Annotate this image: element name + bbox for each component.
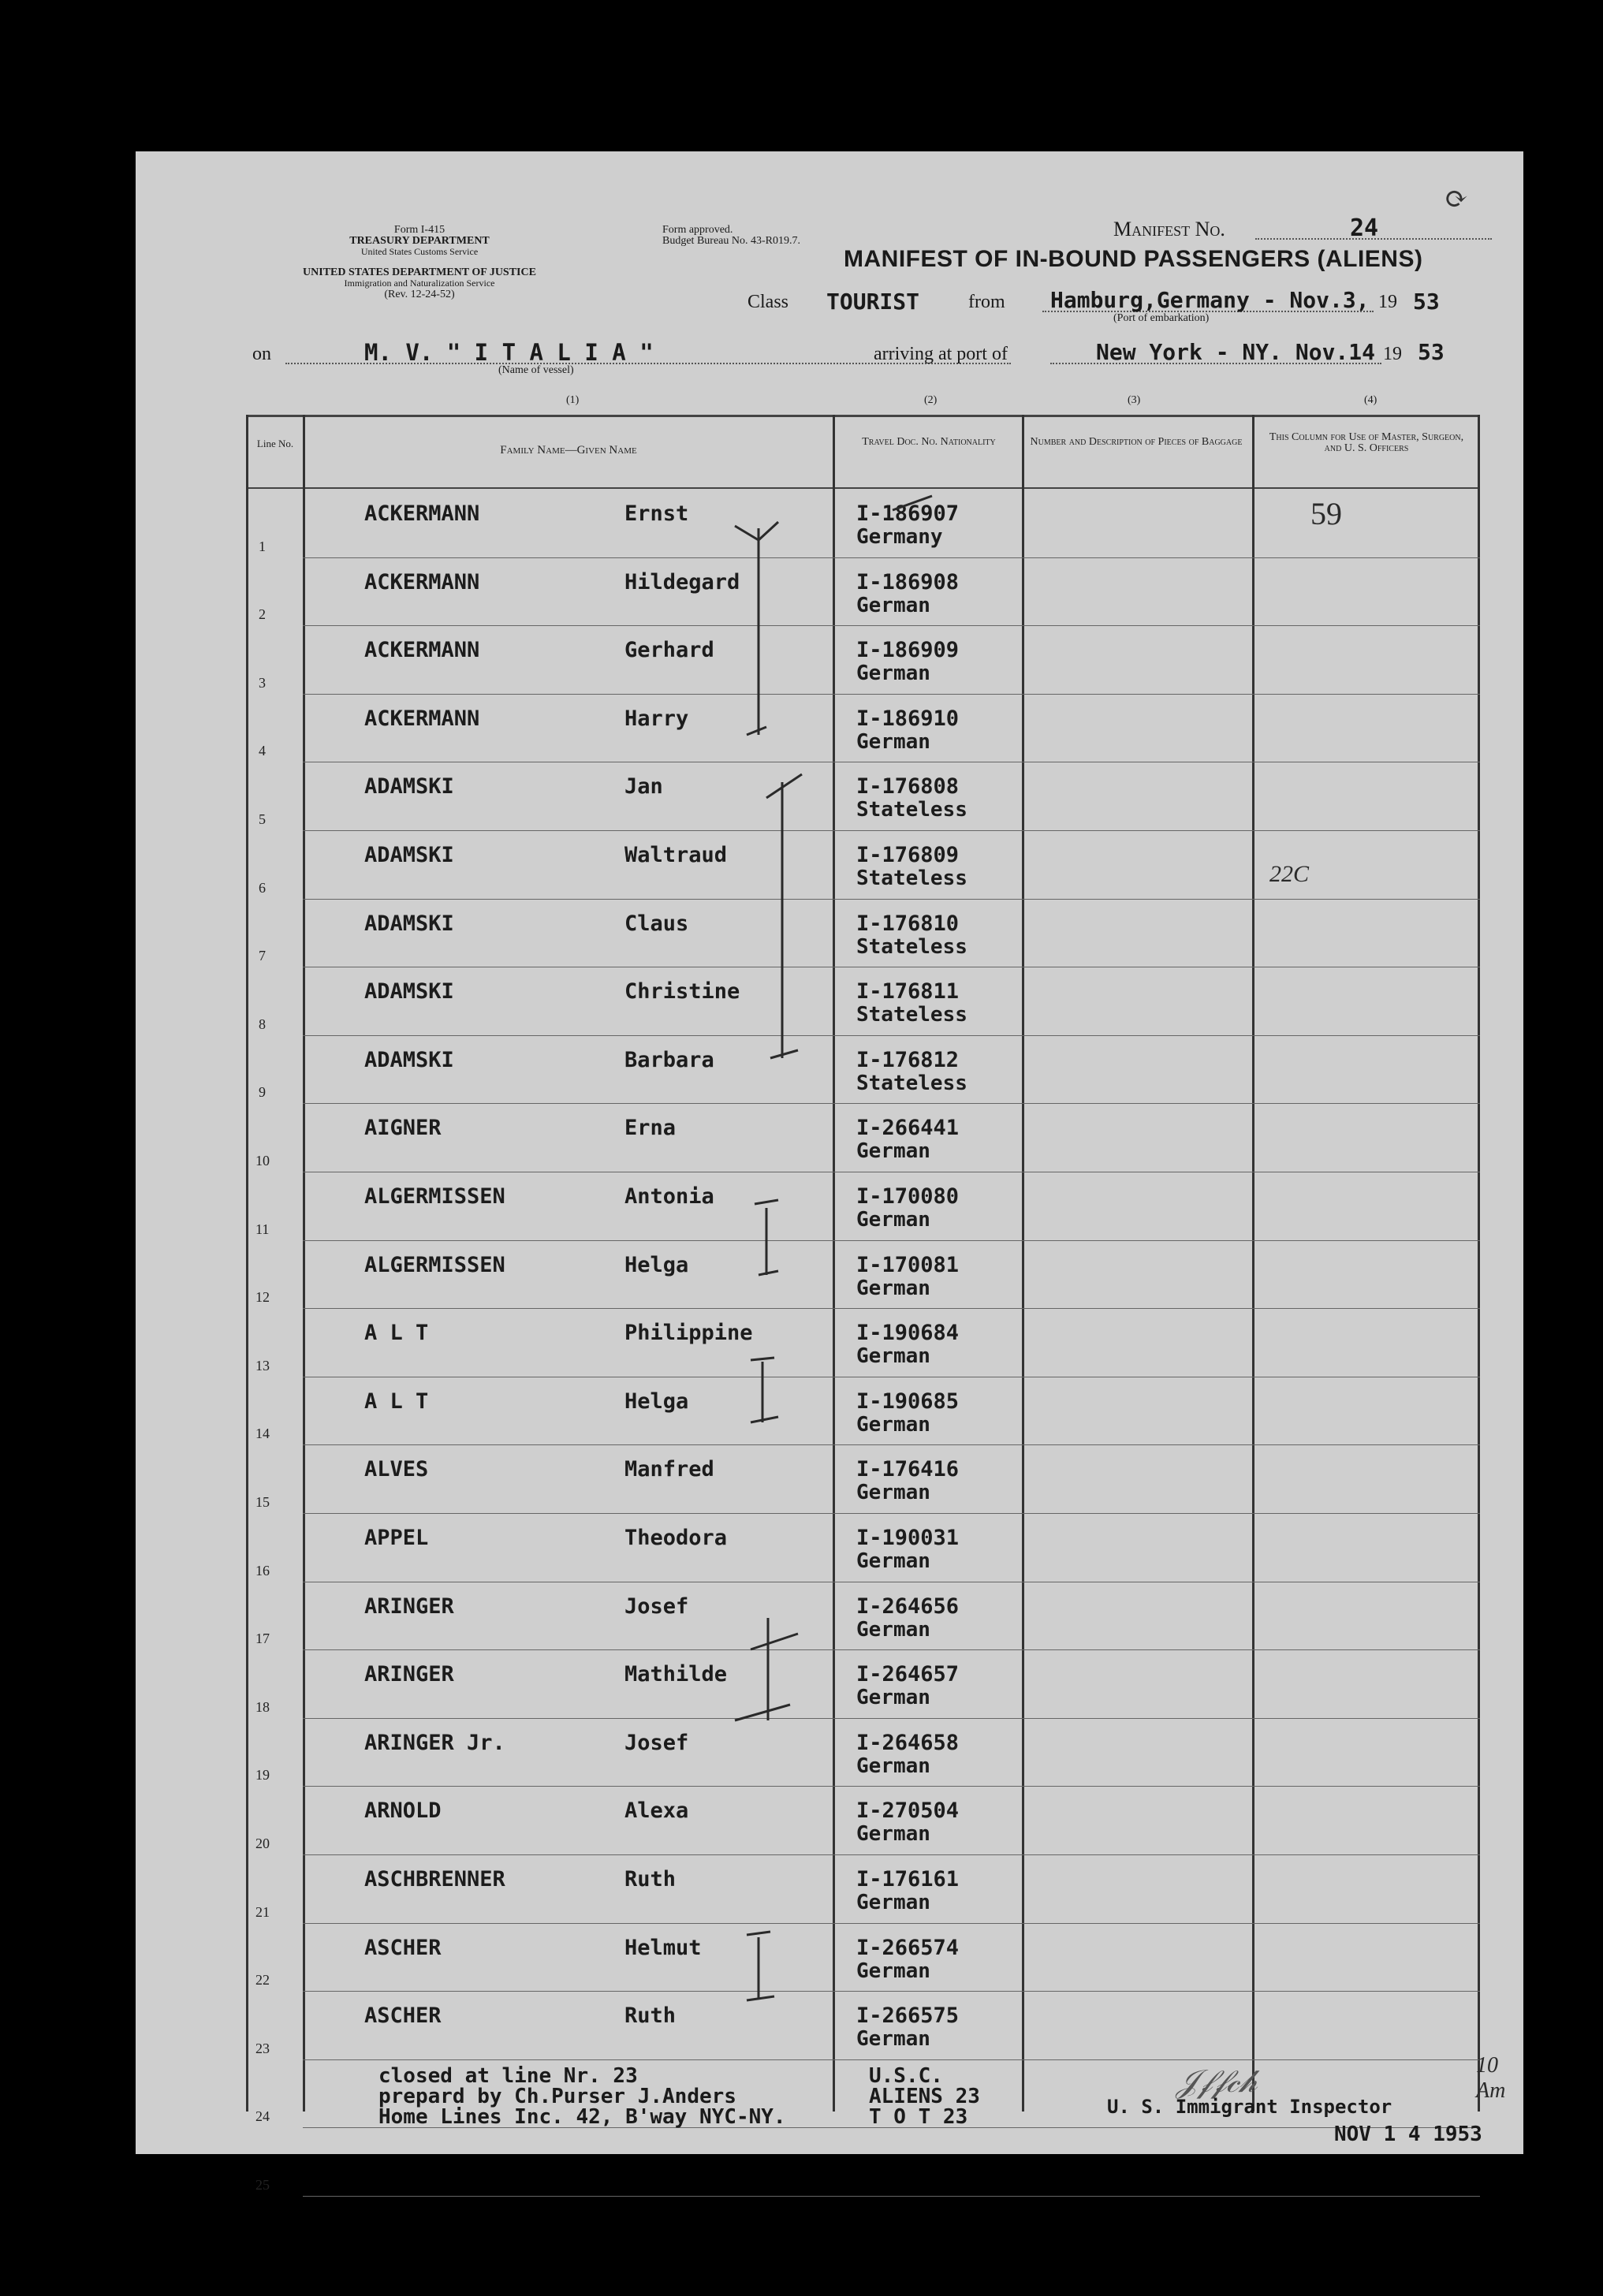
justice-dept: UNITED STATES DEPARTMENT OF JUSTICE <box>303 266 536 278</box>
row-family-name: ALGERMISSEN <box>364 1252 505 1277</box>
date-stamp: NOV 1 4 1953 <box>1334 2123 1482 2146</box>
closing-summary-3: T O T 23 <box>869 2105 968 2129</box>
manifest-number: 24 <box>1350 214 1379 242</box>
row-given-name: Alexa <box>624 1798 689 1824</box>
row-travel-doc: I-176812 <box>856 1047 960 1072</box>
year-value: 53 <box>1413 289 1440 315</box>
row-family-name: ACKERMANN <box>364 569 480 594</box>
row-family-name: ACKERMANN <box>364 706 480 731</box>
row-travel-doc: I-176808 <box>856 774 960 800</box>
row-line-number: 12 <box>255 1289 270 1306</box>
row-line-number: 22 <box>255 1972 270 1988</box>
port-caption: (Port of embarkation) <box>1113 312 1210 324</box>
row-line-number: 3 <box>259 674 266 691</box>
row-line-number: 15 <box>255 1494 270 1510</box>
row-nationality: German <box>856 1412 930 1437</box>
time-note: 10 Am <box>1476 2053 1506 2103</box>
row-line-number: 7 <box>259 948 266 964</box>
row-travel-doc: I-176161 <box>856 1867 960 1892</box>
row-travel-doc: I-186907 <box>856 501 960 526</box>
row-travel-doc: I-176810 <box>856 911 960 936</box>
vessel-caption: (Name of vessel) <box>498 364 574 376</box>
form-approved: Form approved. <box>662 224 733 236</box>
row-travel-doc: I-186909 <box>856 638 960 663</box>
colhead-officers: This Column for Use of Master, Surgeon, and U. S. Officers <box>1269 431 1464 454</box>
row-family-name: AIGNER <box>364 1116 442 1141</box>
row-family-name: ASCHBRENNER <box>364 1867 505 1892</box>
row-given-name: Philippine <box>624 1321 753 1346</box>
row-given-name: Ruth <box>624 2003 677 2029</box>
row-nationality: German <box>856 1686 930 1710</box>
row-given-name: Erna <box>624 1116 677 1141</box>
row-nationality: Stateless <box>856 934 967 959</box>
row-line-number: 6 <box>259 879 266 896</box>
row-line-number: 21 <box>255 1903 270 1920</box>
arrival-year: 53 <box>1418 339 1445 365</box>
row-line-number: 16 <box>255 1562 270 1578</box>
class-value: TOURIST <box>826 289 920 315</box>
row-travel-doc: I-190685 <box>856 1388 960 1414</box>
manifest-label: Manifest No. <box>1113 218 1225 240</box>
from-label: from <box>968 292 1005 312</box>
row-given-name: Helga <box>624 1388 689 1414</box>
row-family-name: ARNOLD <box>364 1798 442 1824</box>
row-nationality: Stateless <box>856 798 967 822</box>
row-family-name: APPEL <box>364 1526 429 1550</box>
row-travel-doc: I-264656 <box>856 1593 960 1619</box>
arrival-value: New York - NY. Nov.14 <box>1096 339 1376 365</box>
row-given-name: Josef <box>624 1730 689 1755</box>
bracket-mark-1 <box>735 522 778 540</box>
closing-line-1: closed at line Nr. 23 <box>378 2064 638 2088</box>
colnum-2: (2) <box>924 394 938 406</box>
row-line-number: 4 <box>259 743 266 759</box>
row-family-name: ACKERMANN <box>364 501 480 526</box>
row-nationality: German <box>856 729 930 754</box>
row-given-name: Theodora <box>624 1526 728 1550</box>
row-nationality: German <box>856 1891 930 1914</box>
row-family-name: ARINGER Jr. <box>364 1730 505 1755</box>
row-nationality: German <box>856 1617 930 1642</box>
row-nationality: German <box>856 1344 930 1369</box>
row-travel-doc: I-266574 <box>856 1935 960 1960</box>
row-nationality: German <box>856 1139 930 1164</box>
row-given-name: Gerhard <box>624 638 714 663</box>
row-travel-doc: I-170080 <box>856 1184 960 1209</box>
revision-date: (Rev. 12-24-52) <box>384 289 455 300</box>
closing-line-3: Home Lines Inc. 42, B'way NYC-NY. <box>378 2105 786 2129</box>
row-nationality: German <box>856 662 930 686</box>
row-travel-doc: I-266441 <box>856 1116 960 1141</box>
row-line-number: 19 <box>255 1767 270 1784</box>
row-travel-doc: I-190684 <box>856 1321 960 1346</box>
row-nationality: Stateless <box>856 1071 967 1095</box>
row-travel-doc: I-190031 <box>856 1526 960 1550</box>
row-nationality: German <box>856 1276 930 1300</box>
row-line-number: 20 <box>255 1836 270 1851</box>
row-travel-doc: I-270504 <box>856 1798 960 1824</box>
colhead-doc: Travel Doc. No. Nationality <box>862 436 996 448</box>
manifest-page <box>136 151 1523 2193</box>
inspector-stamp: U. S. Immigrant Inspector <box>1107 2096 1392 2118</box>
colhead-line: Line No. <box>256 438 294 449</box>
budget-bureau: Budget Bureau No. 43-R019.7. <box>662 235 800 247</box>
form-number: Form I-415 <box>393 224 445 236</box>
row-given-name: Mathilde <box>624 1662 728 1687</box>
row-family-name: ALVES <box>364 1457 429 1482</box>
row-family-name: ADAMSKI <box>364 1047 454 1072</box>
row-given-name: Manfred <box>624 1457 714 1482</box>
row-line-number: 25 <box>255 2177 270 2193</box>
handwritten-marks <box>136 151 1523 2154</box>
colhead-baggage: Number and Description of Pieces of Baggage <box>1030 436 1243 448</box>
row-line-number: 1 <box>259 538 266 554</box>
row-nationality: German <box>856 1754 930 1778</box>
colnum-4: (4) <box>1364 394 1377 406</box>
row-given-name: Josef <box>624 1593 689 1619</box>
ins-service: Immigration and Naturalization Service <box>344 278 495 289</box>
row-nationality: German <box>856 1481 930 1505</box>
row-family-name: ASCHER <box>364 2003 442 2029</box>
class-label: Class <box>747 292 789 312</box>
row-family-name: A L T <box>364 1321 429 1346</box>
inspector-signature: 𝒥𝒻𝒻𝒸𝒽 <box>1176 2063 1258 2099</box>
arrival-year-prefix: 19 <box>1383 344 1402 364</box>
row-nationality: German <box>856 2027 930 2052</box>
vessel-name: M. V. " I T A L I A " <box>364 339 654 366</box>
colhead-name: Family Name—Given Name <box>500 444 637 457</box>
row-travel-doc: I-176811 <box>856 979 960 1004</box>
tick-baggage-1 <box>893 496 932 510</box>
row-line-number: 23 <box>255 2040 270 2056</box>
row-rule <box>303 2196 1480 2197</box>
row-nationality: German <box>856 1959 930 1983</box>
row-line-number: 10 <box>255 1153 270 1168</box>
row-travel-doc: I-264657 <box>856 1662 960 1687</box>
colnum-3: (3) <box>1128 394 1141 406</box>
row-travel-doc: I-176416 <box>856 1457 960 1482</box>
row-given-name: Ruth <box>624 1867 677 1892</box>
row-family-name: ADAMSKI <box>364 911 454 936</box>
row-travel-doc: I-176809 <box>856 843 960 867</box>
row-given-name: Christine <box>624 979 740 1004</box>
row-family-name: ARINGER <box>364 1662 454 1687</box>
closing-line-2: prepard by Ch.Purser J.Anders <box>378 2085 736 2108</box>
officer-count: 59 <box>1310 496 1342 531</box>
row-given-name: Barbara <box>624 1047 714 1072</box>
row-given-name: Waltraud <box>624 843 728 867</box>
row-line-number: 13 <box>255 1357 270 1374</box>
customs-service: United States Customs Service <box>360 246 479 257</box>
row-family-name: ADAMSKI <box>364 979 454 1004</box>
row-line-number: 8 <box>259 1016 266 1032</box>
row-family-name: ADAMSKI <box>364 843 454 867</box>
row-nationality: Stateless <box>856 867 967 890</box>
row-nationality: German <box>856 1208 930 1232</box>
row-nationality: German <box>856 593 930 617</box>
row-given-name: Ernst <box>624 501 689 526</box>
row-given-name: Helga <box>624 1252 689 1277</box>
row-family-name: ALGERMISSEN <box>364 1184 505 1209</box>
row-line-number: 14 <box>255 1426 270 1442</box>
row-nationality: German <box>856 1822 930 1847</box>
row-line-number: 11 <box>255 1221 270 1237</box>
colnum-1: (1) <box>566 394 580 406</box>
row-family-name: ARINGER <box>364 1593 454 1619</box>
manifest-title: MANIFEST OF IN-BOUND PASSENGERS (ALIENS) <box>844 246 1423 272</box>
row-given-name: Helmut <box>624 1935 702 1960</box>
row-given-name: Hildegard <box>624 569 740 594</box>
row6-note: 22C <box>1269 861 1310 887</box>
row-line-number: 18 <box>255 1698 270 1715</box>
row-travel-doc: I-186910 <box>856 706 960 731</box>
row-family-name: ADAMSKI <box>364 774 454 800</box>
treasury-dept: TREASURY DEPARTMENT <box>349 235 490 247</box>
row-travel-doc: I-264658 <box>856 1730 960 1755</box>
row-nationality: Germany <box>856 525 943 549</box>
row-travel-doc: I-186908 <box>856 569 960 594</box>
row-family-name: ACKERMANN <box>364 638 480 663</box>
row-given-name: Claus <box>624 911 689 936</box>
row-line-number: 5 <box>259 811 266 827</box>
row-nationality: German <box>856 1549 930 1573</box>
row-given-name: Antonia <box>624 1184 714 1209</box>
row-family-name: ASCHER <box>364 1935 442 1960</box>
row-given-name: Harry <box>624 706 689 731</box>
row-line-number: 9 <box>259 1084 266 1101</box>
closing-summary-1: U.S.C. <box>869 2064 943 2088</box>
row-given-name: Jan <box>624 774 663 800</box>
row-nationality: Stateless <box>856 1003 967 1027</box>
corner-scribble-icon: ⟳ <box>1445 183 1469 215</box>
on-label: on <box>252 344 271 364</box>
row-family-name: A L T <box>364 1388 429 1414</box>
arriving-label: arriving at port of <box>874 344 1008 364</box>
from-value: Hamburg,Germany - Nov.3, <box>1050 287 1370 313</box>
row-line-number: 17 <box>255 1631 270 1647</box>
row-travel-doc: I-170081 <box>856 1252 960 1277</box>
row-line-number: 24 <box>255 2108 270 2125</box>
row-line-number: 2 <box>259 606 266 623</box>
closing-summary-2: ALIENS 23 <box>869 2085 980 2108</box>
year-prefix: 19 <box>1378 292 1397 312</box>
row-travel-doc: I-266575 <box>856 2003 960 2029</box>
